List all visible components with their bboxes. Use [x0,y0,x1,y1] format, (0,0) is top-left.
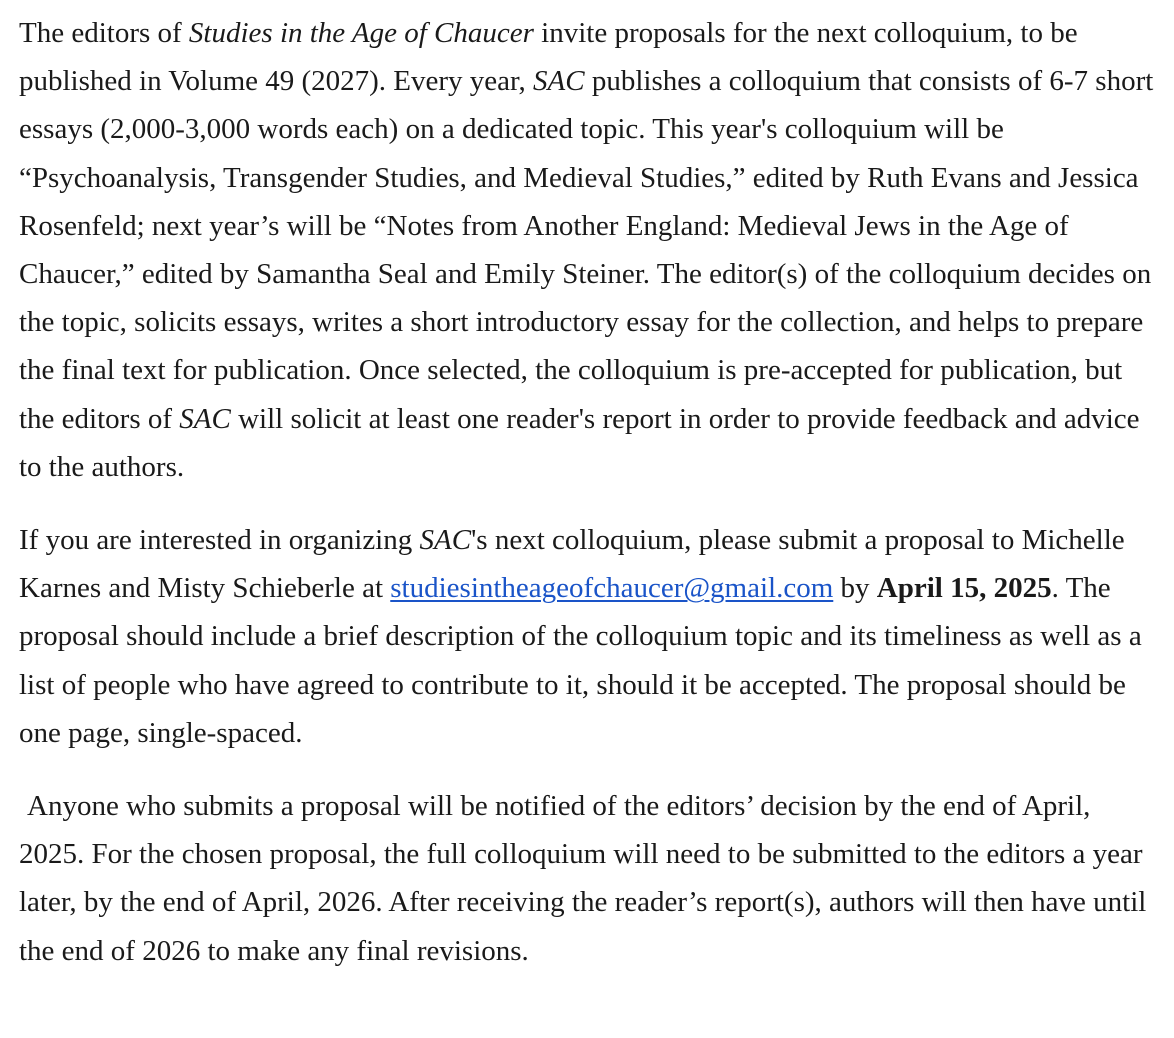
intro-text-3: publishes a colloquium that consists of 6-7 short essays (2,000-3,000 words each) on a dedicated topic. This year's colloquium will be “Psychoanalysis, Transgender Studies, and Medieval Studies,” edited by Ruth Evans and Jessica Rosenfeld; next year’s will be “Notes from Another England: Medieval Jews in the Age of Chaucer,” edited by Samantha Seal and Emily Steiner. The editor(s) of the colloquium decides on the topic, solicits essays, writes a short introductory essay for the collection, and helps to prepare the final text for publication. Once selected, the colloquium is pre-accepted for publication, but the editors of [19,65,1154,435]
deadline-date: April 15, 2025 [876,572,1052,605]
submission-text-3: by [833,572,877,605]
submission-text-4: . The proposal should include a brief description of the colloquium topic and its timeliness as well as a list of people who have agreed to contribute to it, should it be accepted. The proposal should be one page, single-spaced. [19,572,1142,749]
journal-title: Studies in the Age of Chaucer [188,17,534,49]
intro-text-2: invite proposals for the next colloquium, to be published in Volume 49 (2027). Every year, [19,17,1078,98]
journal-abbreviation: SAC [533,65,585,98]
intro-text-4: will solicit at least one reader's report in order to provide feedback and advice to the authors. [19,402,1140,483]
call-for-proposals [19,9,1157,975]
submission-text-1: If you are interested in organizing [19,524,420,557]
submission-paragraph [19,516,1157,757]
timeline-text: Anyone who submits a proposal will be notified of the editors’ decision by the end of April, 2025. For the chosen proposal, the full colloquium will need to be submitted to the editors a year later, by the end of April, 2026. After receiving the reader’s report(s), authors will then have until the end of 2026 to make any final revisions. [19,790,1147,967]
intro-paragraph [19,9,1157,491]
journal-abbreviation: SAC [179,402,231,435]
journal-abbreviation: SAC [419,524,472,557]
timeline-paragraph [19,782,1157,975]
intro-text-1: The editors of [19,17,189,49]
email-link[interactable]: studiesintheageofchaucer@gmail.com [390,572,834,605]
submission-text-2: 's next colloquium, please submit a proposal to Michelle Karnes and Misty Schieberle at [19,524,1125,605]
